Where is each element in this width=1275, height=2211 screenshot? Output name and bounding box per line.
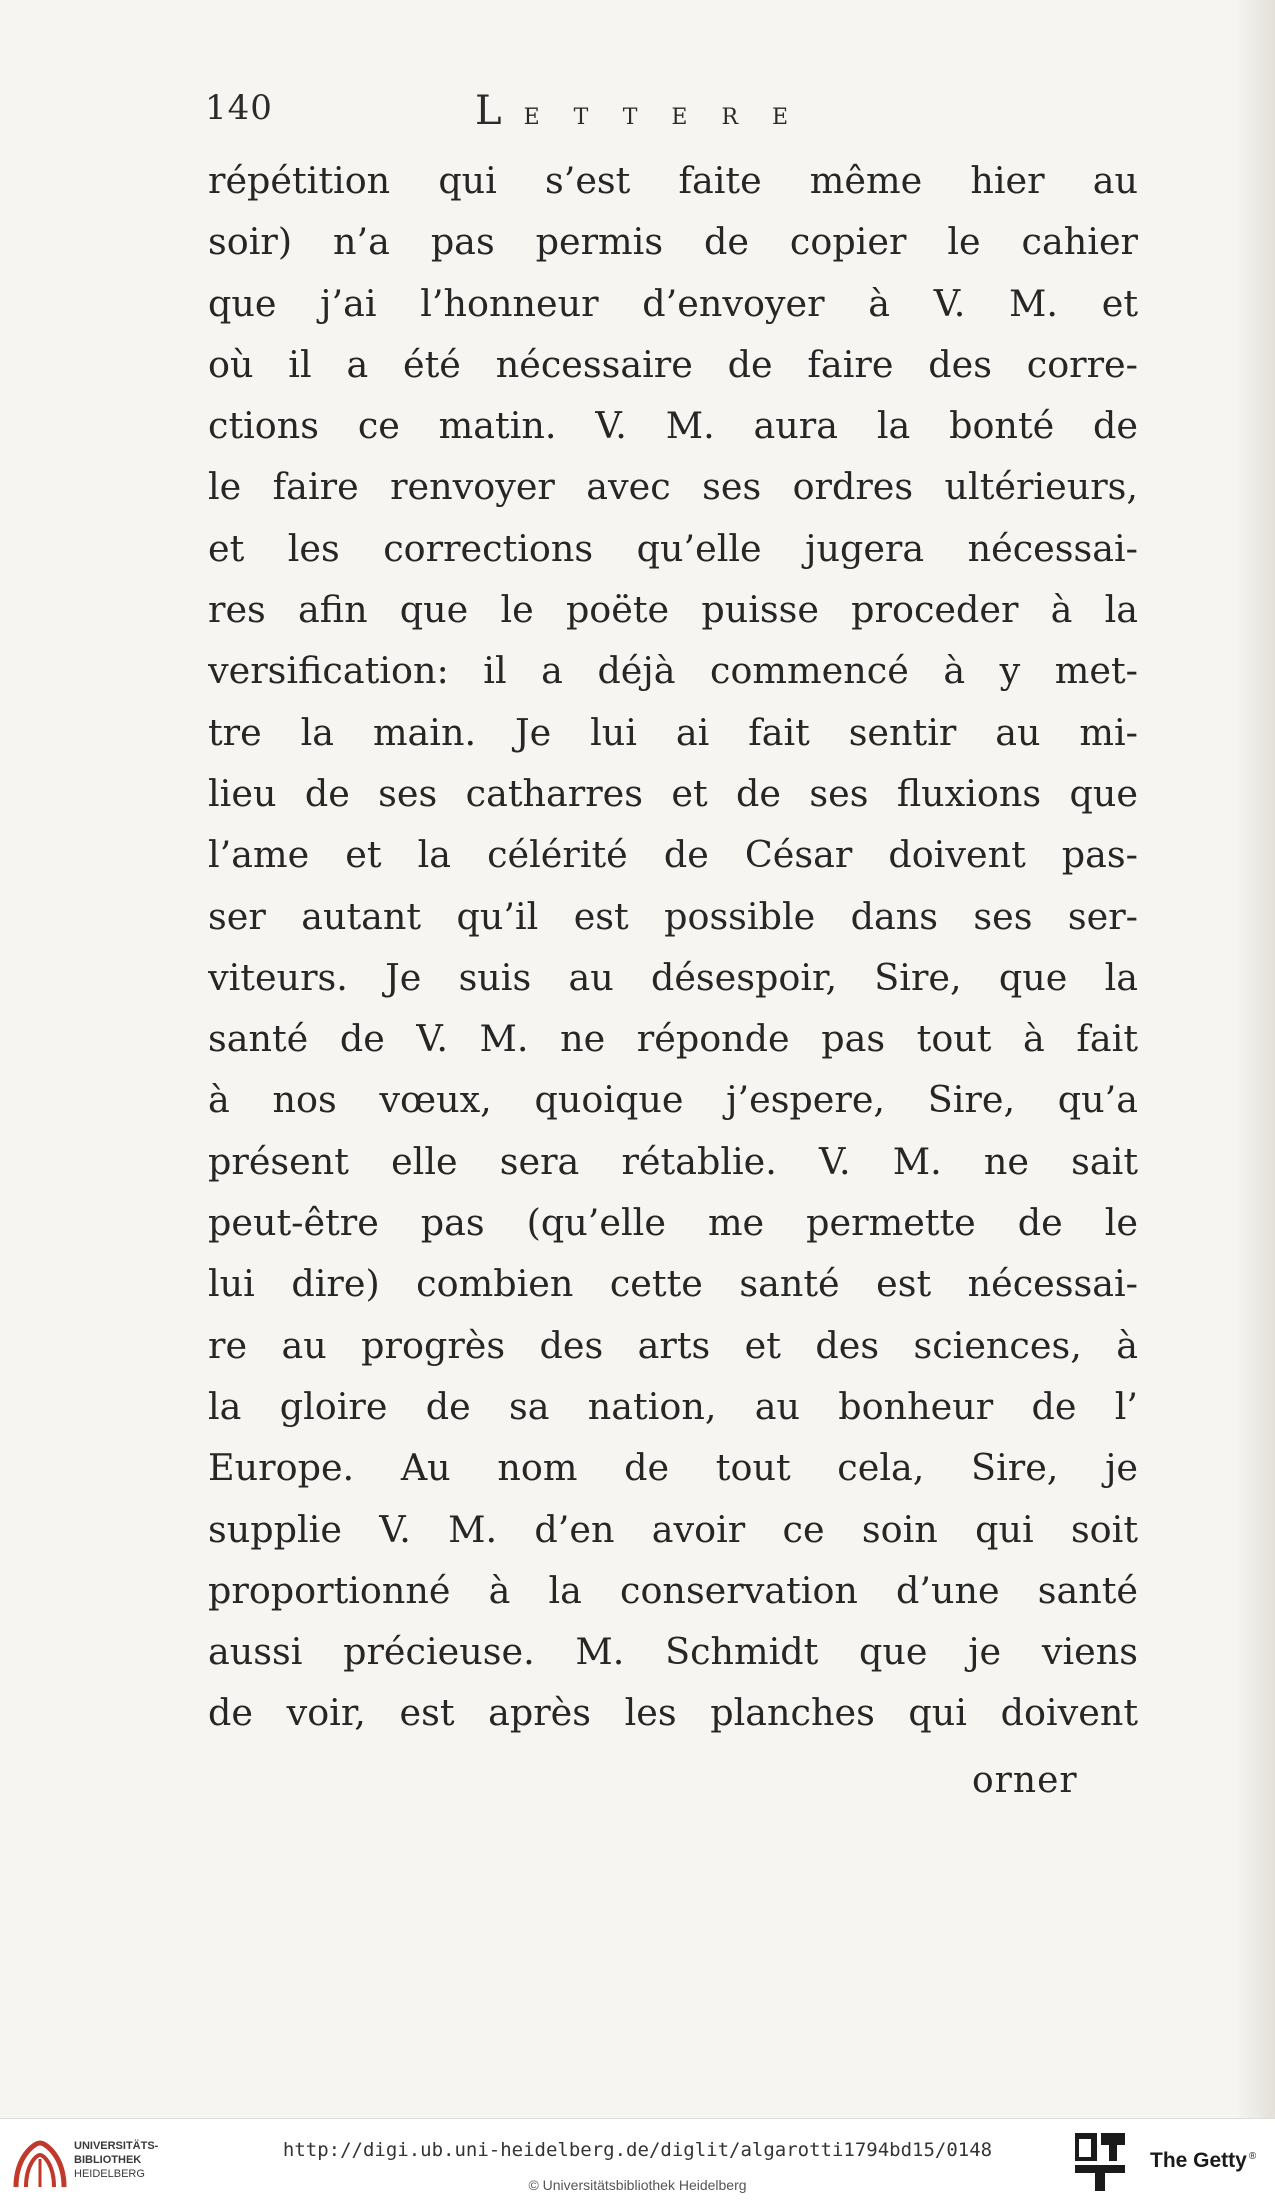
getty-label-text: The Getty bbox=[1150, 2149, 1247, 2172]
text-line: que j’ai l’honneur d’envoyer à V. M. et bbox=[208, 281, 1138, 325]
text-line: soir) n’a pas permis de copier le cahier bbox=[208, 220, 1138, 264]
registered-mark: ® bbox=[1248, 2151, 1257, 2162]
running-title-rest: ETTERE bbox=[523, 105, 823, 130]
text-line: re au progrès des arts et des sciences, à bbox=[208, 1323, 1138, 1367]
text-line: l’ame et la célérité de César doivent pas- bbox=[208, 833, 1138, 877]
text-line: ctions ce matin. V. M. aura la bonté de bbox=[208, 404, 1138, 448]
viewer-footer bbox=[0, 2118, 1275, 2211]
running-title-initial: L bbox=[475, 88, 502, 134]
text-line: tre la main. Je lui ai fait sentir au mi- bbox=[208, 710, 1138, 754]
text-line: de voir, est après les planches qui doivent bbox=[208, 1691, 1138, 1735]
text-line: la gloire de sa nation, au bonheur de l’ bbox=[208, 1384, 1138, 1428]
letter-body bbox=[208, 150, 1138, 1744]
text-line: le faire renvoyer avec ses ordres ultérieurs, bbox=[208, 465, 1138, 509]
text-line: Europe. Au nom de tout cela, Sire, je bbox=[208, 1446, 1138, 1490]
text-line: où il a été nécessaire de faire des corre- bbox=[208, 342, 1138, 386]
text-line: viteurs. Je suis au désespoir, Sire, que la bbox=[208, 955, 1138, 999]
running-title bbox=[475, 88, 822, 134]
getty-logo-icon bbox=[1073, 2131, 1127, 2197]
text-line: aussi précieuse. M. Schmidt que je viens bbox=[208, 1630, 1138, 1674]
uni-name-line: BIBLIOTHEK bbox=[74, 2154, 142, 2166]
text-line: lui dire) combien cette santé est nécessai- bbox=[208, 1262, 1138, 1306]
text-line: peut-être pas (qu’elle me permette de le bbox=[208, 1201, 1138, 1245]
copyright-notice: © Universitätsbibliothek Heidelberg bbox=[528, 2177, 747, 2193]
uni-name-line: HEIDELBERG bbox=[74, 2168, 145, 2180]
text-line: supplie V. M. d’en avoir ce soin qui soit bbox=[208, 1507, 1138, 1551]
text-line: répétition qui s’est faite même hier au bbox=[208, 159, 1138, 202]
getty-label bbox=[1150, 2149, 1256, 2173]
text-line: proportionné à la conservation d’une santé bbox=[208, 1568, 1138, 1612]
text-line: lieu de ses catharres et de ses fluxions que bbox=[208, 771, 1138, 815]
text-line: versification: il a déjà commencé à y met- bbox=[208, 649, 1138, 693]
catchword: orner bbox=[972, 1760, 1078, 1801]
page-edge-shadow bbox=[1235, 0, 1275, 2118]
text-line: présent elle sera rétablie. V. M. ne sait bbox=[208, 1139, 1138, 1183]
text-line: et les corrections qu’elle jugera nécessai- bbox=[208, 526, 1138, 570]
permalink-url[interactable]: http://digi.ub.uni-heidelberg.de/diglit/algarotti1794bd15/0148 bbox=[282, 2139, 993, 2161]
page-number: 140 bbox=[205, 88, 273, 128]
text-line: ser autant qu’il est possible dans ses ser- bbox=[208, 894, 1138, 938]
text-line: res afin que le poëte puisse proceder à la bbox=[208, 588, 1138, 632]
uni-name-line: UNIVERSITÄTS- bbox=[74, 2140, 159, 2152]
text-line: santé de V. M. ne réponde pas tout à fait bbox=[208, 1017, 1138, 1061]
text-line: à nos vœux, quoique j’espere, Sire, qu’a bbox=[208, 1078, 1138, 1122]
